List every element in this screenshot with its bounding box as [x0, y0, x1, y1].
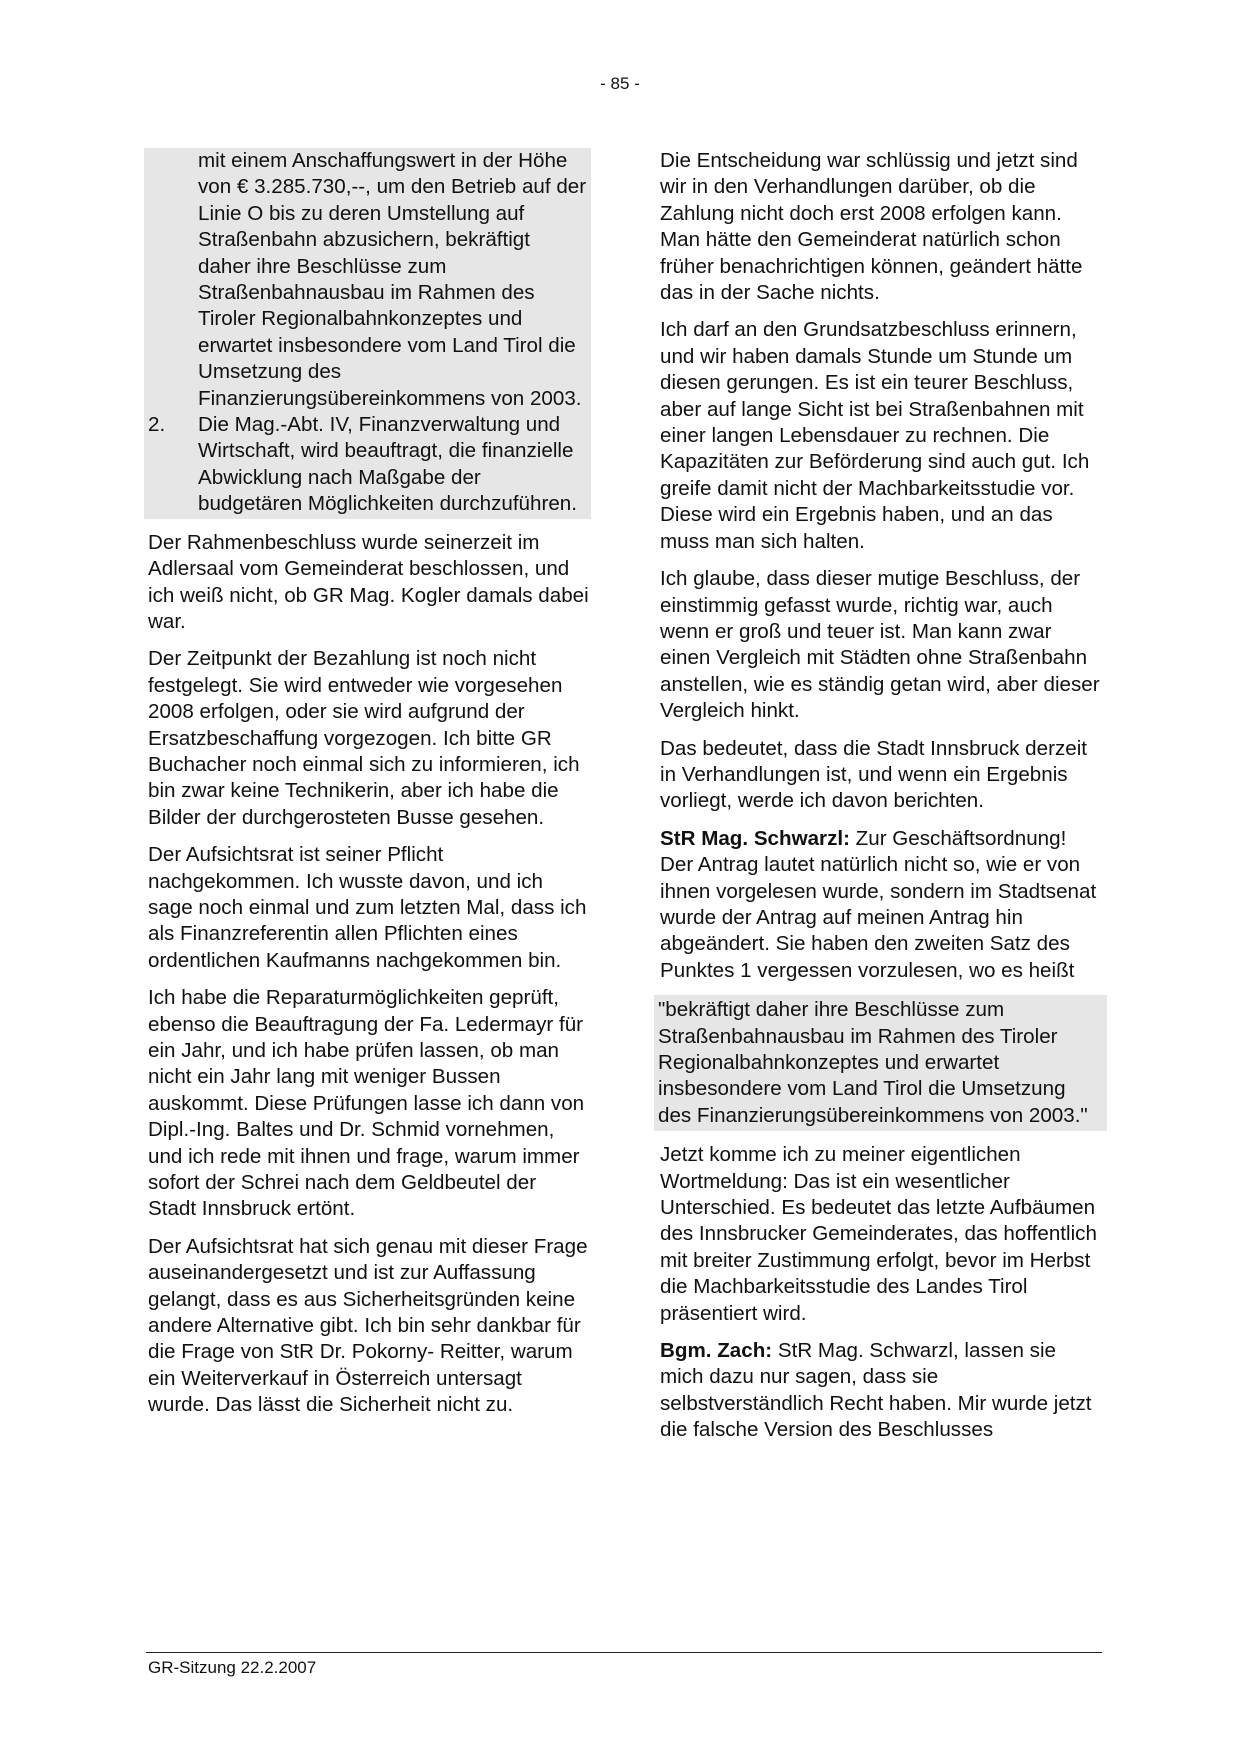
- left-column: [146, 148, 591, 1430]
- page-number: - 85 -: [600, 74, 640, 93]
- item-number: 2.: [148, 413, 166, 437]
- resolution-item-2: [148, 412, 587, 518]
- paragraph: Ich darf an den Grundsatzbeschluss erinnern, und wir haben damals Stunde um Stunde um diesen gerungen. Es ist ein teurer Beschluss, aber auf lange Sicht ist bei Straßenbahnen mit einer langen Lebensdauer zu rechnen. Die Kapazitäten zur Beförderung sind auch gut. Ich greife damit nicht der Machbarkeitsstudie vor. Diese wird ein Ergebnis haben, und an das muss man sich halten.: [660, 318, 1090, 553]
- speech-schwarzl: [658, 826, 1103, 984]
- resolution-item-1-continuation: mit einem Anschaffungswert in der Höhe von € 3.285.730,--, um den Betrieb auf der Linie O bis zu deren Umstellung auf Straßenbahn abzusichern, bekräftigt daher ihre Beschlüsse zum Straßenbahnausbau im Rahmen des Tiroler Regionalbahnkonzeptes und erwartet insbesondere vom Land Tirol die Umsetzung des Finanzierungsübereinkommens von 2003.: [198, 149, 587, 410]
- cited-resolution-box: [654, 995, 1107, 1131]
- resolution-quote-box: [144, 148, 591, 519]
- footer-session-date: GR-Sitzung 22.2.2007: [148, 1658, 317, 1677]
- speech-zach: [658, 1338, 1103, 1444]
- paragraph: Der Rahmenbeschluss wurde seinerzeit im Adlersaal vom Gemeinderat beschlossen, und ich weiß nicht, ob GR Mag. Kogler damals dabei war.: [148, 530, 589, 633]
- right-column: [658, 148, 1103, 1455]
- paragraph: Der Aufsichtsrat ist seiner Pflicht nachgekommen. Ich wusste davon, und ich sage noch einmal und zum letzten Mal, dass ich als Finanzreferentin allen Pflichten eines ordentlichen Kaufmanns nachgekommen bin.: [148, 843, 587, 972]
- speaker-name: StR Mag. Schwarzl:: [660, 826, 850, 850]
- paragraph: Die Entscheidung war schlüssig und jetzt sind wir in den Verhandlungen darüber, ob die Zahlung nicht doch erst 2008 erfolgen kann. Man hätte den Gemeinderat natürlich schon früher benachrichtigen können, geändert hätte das in der Sache nichts.: [660, 149, 1083, 305]
- speech-text: StR Mag. Schwarzl, lassen sie mich dazu nur sagen, dass sie selbstverständlich Recht haben. Mir wurde jetzt die falsche Version des Beschlusses: [660, 1339, 1092, 1442]
- speech-text: Zur Geschäftsordnung! Der Antrag lautet natürlich nicht so, wie er von ihnen vorgelesen wurde, sondern im Stadtsenat wurde der Antrag auf meinen Antrag hin abgeändert. Sie haben den zweiten Satz des Punktes 1 vergessen vorzulesen, wo es heißt: [660, 826, 1097, 982]
- paragraph: Der Zeitpunkt der Bezahlung ist noch nicht festgelegt. Sie wird entweder wie vorgesehen 2008 erfolgen, oder sie wird aufgrund der Ersatzbeschaffung vorgezogen. Ich bitte GR Buchacher noch einmal sich zu informieren, ich bin zwar keine Technikerin, aber ich habe die Bilder der durchgerosteten Busse gesehen.: [148, 647, 580, 829]
- paragraph: Jetzt komme ich zu meiner eigentlichen Wortmeldung: Das ist ein wesentlicher Unterschied. Es bedeutet das letzte Aufbäumen des Innsbrucker Gemeinderates, das hoffentlich mit breiter Zustimmung erfolgt, bevor im Herbst die Machbarkeitsstudie des Landes Tirol präsentiert wird.: [660, 1143, 1097, 1325]
- speaker-name: Bgm. Zach:: [660, 1339, 773, 1363]
- item-text: Die Mag.-Abt. IV, Finanzverwaltung und Wirtschaft, wird beauftragt, die finanzielle Abwicklung nach Maßgabe der budgetären Möglichkeiten durchzuführen.: [198, 413, 577, 516]
- paragraph: Das bedeutet, dass die Stadt Innsbruck derzeit in Verhandlungen ist, und wenn ein Ergebnis vorliegt, werde ich davon berichten.: [660, 736, 1087, 813]
- paragraph: Der Aufsichtsrat hat sich genau mit dieser Frage auseinandergesetzt und ist zur Auffassung gelangt, dass es aus Sicherheitsgründen keine andere Alternative gibt. Ich bin sehr dankbar für die Frage von StR Dr. Pokorny- Reitter, warum ein Weiterverkauf in Österreich untersagt wurde. Das lässt die Sicherheit nicht zu.: [148, 1234, 588, 1417]
- footer-divider: [146, 1652, 1102, 1653]
- paragraph: Ich glaube, dass dieser mutige Beschluss, der einstimmig gefasst wurde, richtig war, auch wenn er groß und teuer ist. Man kann zwar einen Vergleich mit Städten ohne Straßenbahn anstellen, wie es ständig getan wird, aber dieser Vergleich hinkt.: [660, 567, 1100, 723]
- cited-resolution-text: "bekräftigt daher ihre Beschlüsse zum Straßenbahnausbau im Rahmen des Tiroler Regionalbahnkonzeptes und erwartet insbesondere vom Land Tirol die Umsetzung des Finanzierungsübereinkommens von 2003.": [658, 998, 1088, 1127]
- paragraph: Ich habe die Reparaturmöglichkeiten geprüft, ebenso die Beauftragung der Fa. Ledermayr für ein Jahr, und ich habe prüfen lassen, ob man nicht ein Jahr lang mit weniger Bussen auskommt. Diese Prüfungen lasse ich dann von Dipl.-Ing. Baltes und Dr. Schmid vornehmen, und ich rede mit ihnen und frage, warum immer sofort der Schrei nach dem Geldbeutel der Stadt Innsbruck ertönt.: [148, 986, 585, 1221]
